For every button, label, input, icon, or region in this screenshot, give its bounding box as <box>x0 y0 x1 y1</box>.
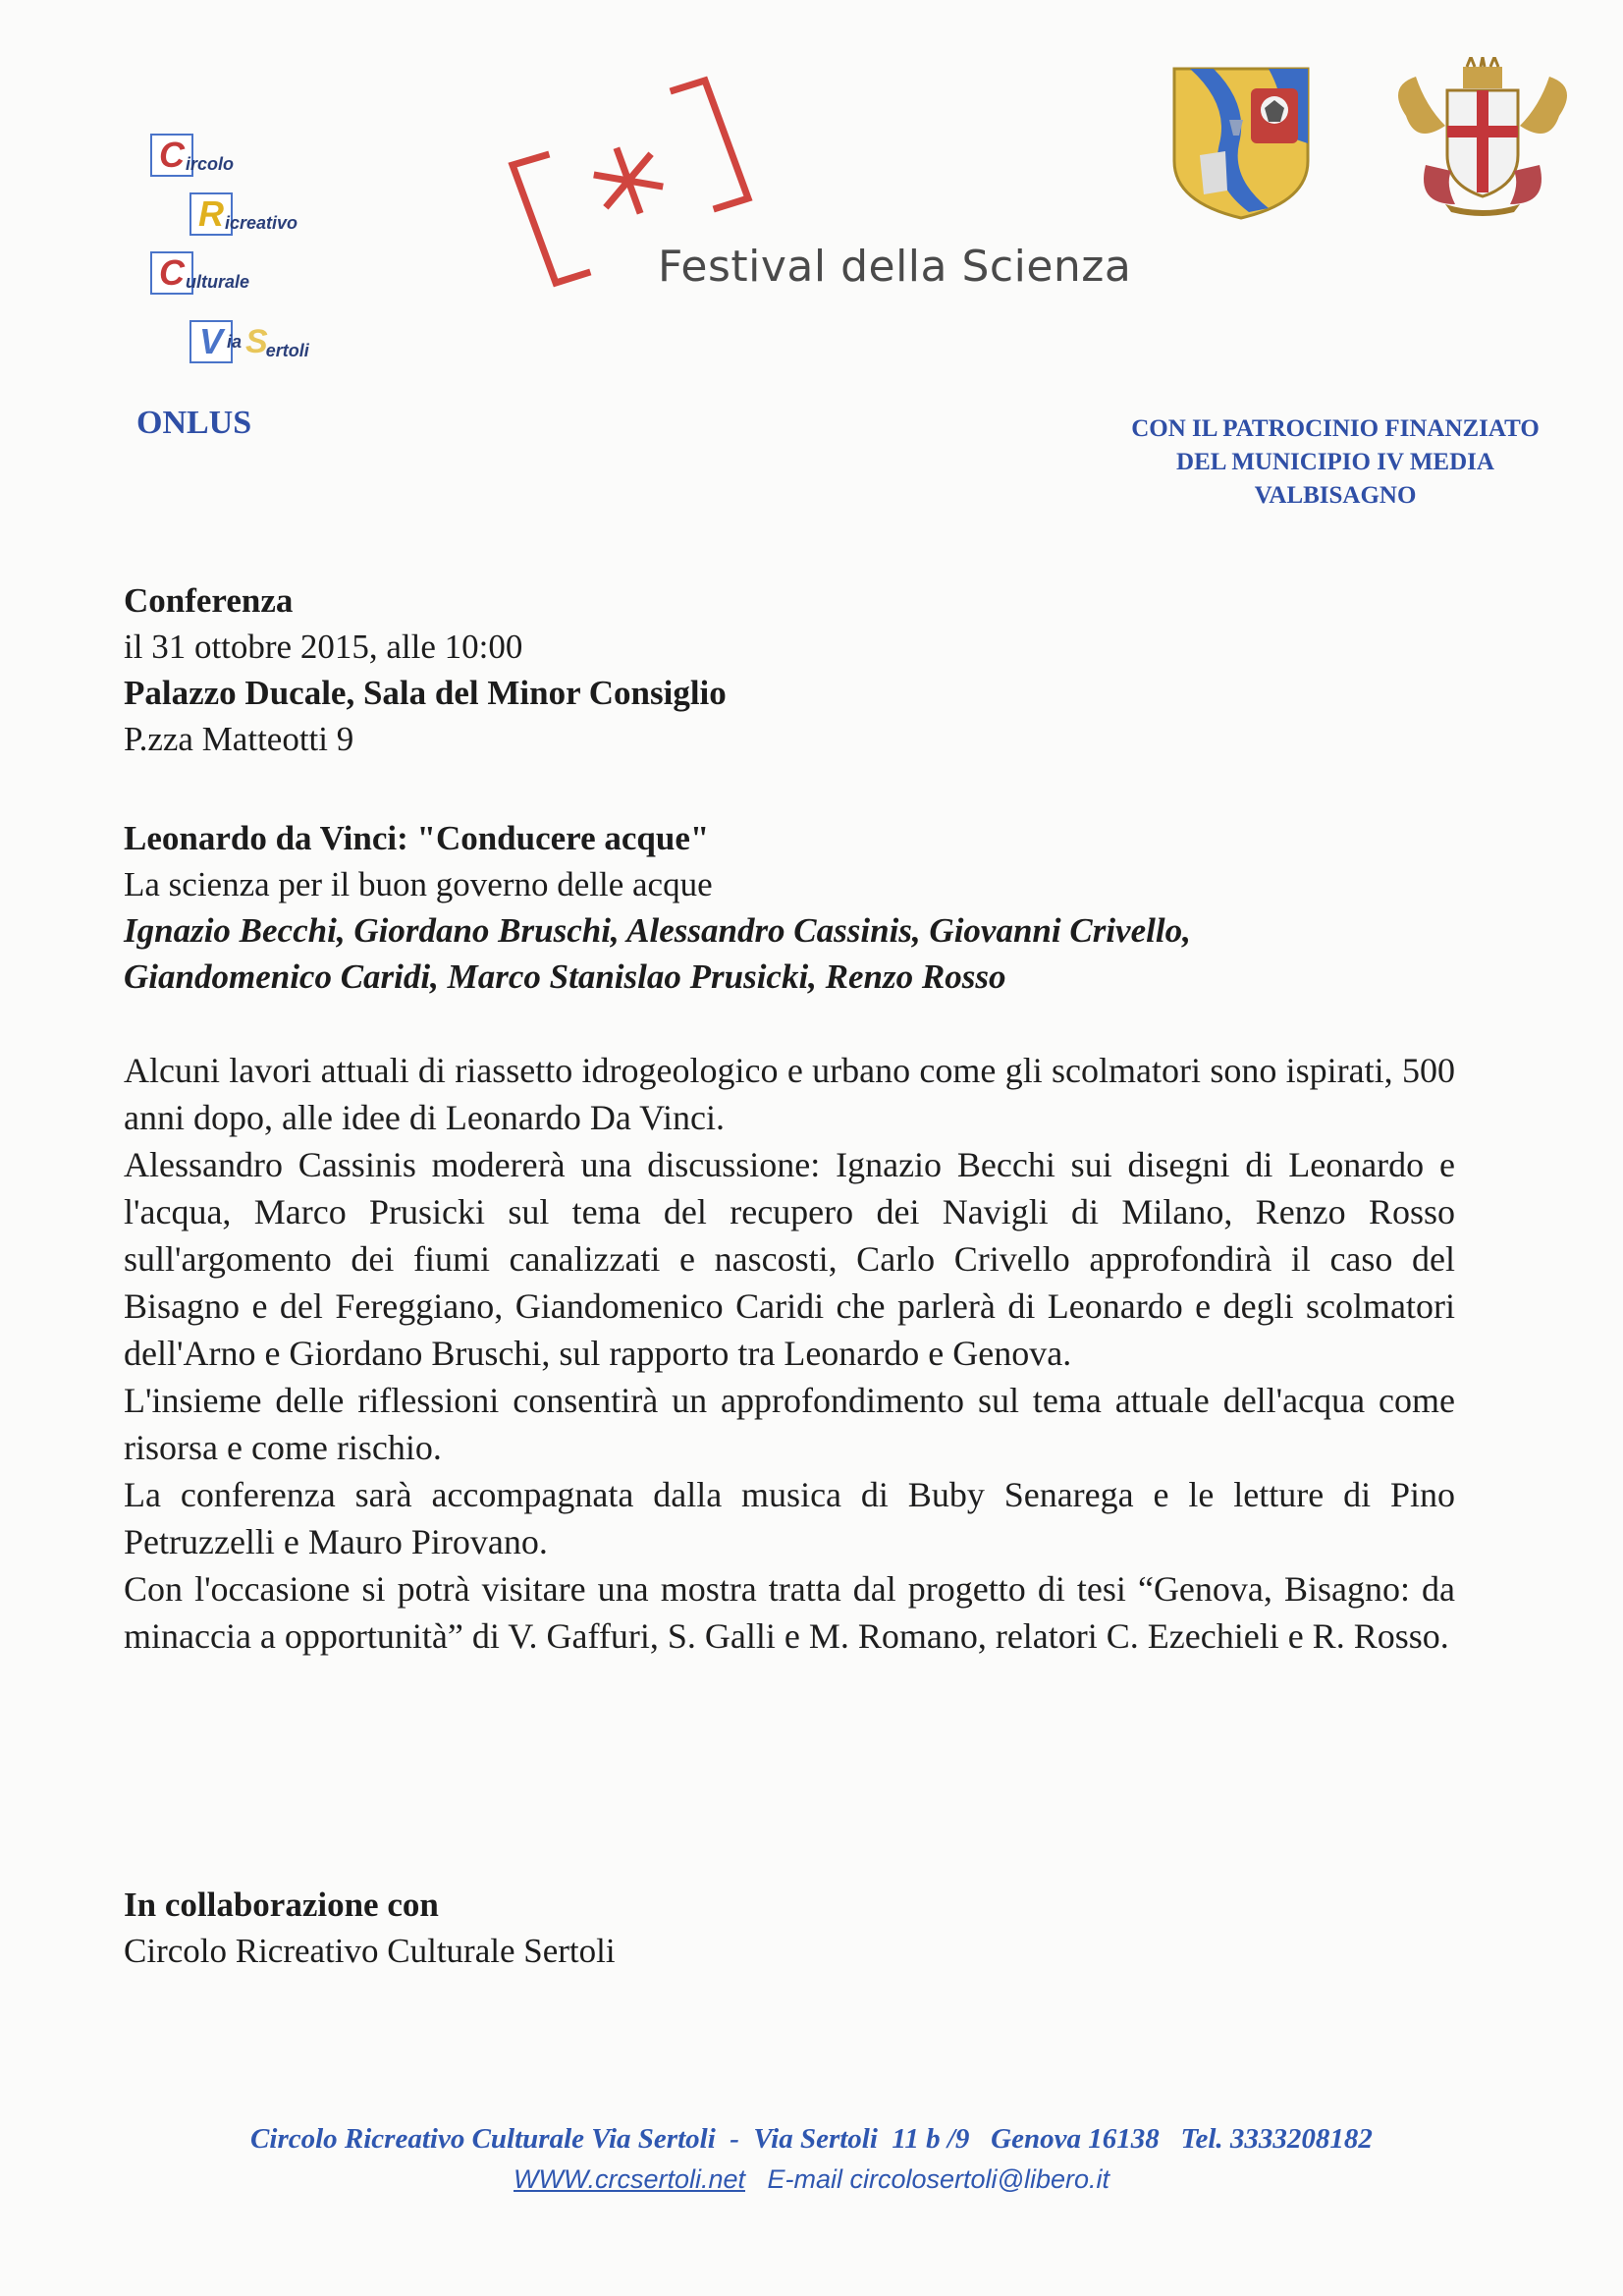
crc-logo-letter: R <box>189 192 233 236</box>
collaboration-heading: In collaborazione con <box>124 1886 439 1924</box>
crc-logo-word: ulturale <box>186 272 250 292</box>
event-details <box>124 577 727 762</box>
crc-logo-letter: C <box>150 251 193 295</box>
onlus-label: ONLUS <box>136 405 252 441</box>
talk-section <box>124 815 1191 1000</box>
event-datetime: il 31 ottobre 2015, alle 10:00 <box>124 628 523 666</box>
description-paragraph: Alcuni lavori attuali di riassetto idrogeologico e urbano come gli scolmatori sono ispirati, 500 anni dopo, alle idee di Leonardo Da Vinci. <box>124 1051 1455 1137</box>
crc-logo-letter: S <box>245 322 268 360</box>
crc-logo-letter: V <box>189 320 233 363</box>
event-address: P.zza Matteotti 9 <box>124 720 354 758</box>
description-paragraph: La conferenza sarà accompagnata dalla musica di Buby Senarega e le letture di Pino Petruzzelli e Mauro Pirovano. <box>124 1475 1455 1561</box>
event-type: Conferenza <box>124 581 294 620</box>
crc-logo-word: icreativo <box>225 213 298 233</box>
valbisagno-coat-of-arms-icon <box>1170 65 1312 222</box>
talk-speakers: Giandomenico Caridi, Marco Stanislao Prusicki, Renzo Rosso <box>124 957 1006 996</box>
patronage-line: CON IL PATROCINIO FINANZIATO <box>1131 415 1540 442</box>
crc-logo-row <box>189 192 298 236</box>
event-venue: Palazzo Ducale, Sala del Minor Consiglio <box>124 674 727 712</box>
collaboration <box>124 1882 616 1974</box>
crc-logo-row <box>189 320 309 363</box>
festival-title: Festival della Scienza <box>658 242 1132 292</box>
description-paragraph: L'insieme delle riflessioni consentirà un approfondimento sul tema attuale dell'acqua come risorsa e come rischio. <box>124 1381 1455 1467</box>
patronage-note <box>1100 412 1571 513</box>
collaboration-name: Circolo Ricreativo Culturale Sertoli <box>124 1932 616 1970</box>
talk-speakers: Ignazio Becchi, Giordano Bruschi, Alessandro Cassinis, Giovanni Crivello, <box>124 911 1191 950</box>
description <box>124 1047 1455 1660</box>
crc-logo-word: ircolo <box>186 154 235 174</box>
description-paragraph: Alessandro Cassinis modererà una discussione: Ignazio Becchi sui disegni di Leonardo e l'acqua, Marco Prusicki sul tema del recupero dei Navigli di Milano, Renzo Rosso sull'argomento dei fiumi canalizzati e nascosti, Carlo Crivello approfondirà il caso del Bisagno e del Fereggiano, Giandomenico Caridi che parlerà di Leonardo e degli scolmatori dell'Arno e Giordano Bruschi, sul rapporto tra Leonardo e Genova. <box>124 1145 1455 1373</box>
genova-coat-of-arms-icon <box>1386 57 1579 216</box>
crc-logo-letter: C <box>150 134 193 177</box>
crc-logo-word: ia <box>227 331 243 352</box>
crc-logo-row <box>150 134 234 177</box>
website-link[interactable]: WWW.crcsertoli.net <box>514 2164 745 2194</box>
patronage-line: VALBISAGNO <box>1254 482 1417 509</box>
crc-logo-row <box>150 251 249 295</box>
talk-subtitle: La scienza per il buon governo delle acque <box>124 865 713 903</box>
talk-title: Leonardo da Vinci: "Conducere acque" <box>124 819 710 857</box>
crc-logo-word: ertoli <box>265 341 309 360</box>
patronage-line: DEL MUNICIPIO IV MEDIA <box>1176 449 1494 475</box>
footer-address: Circolo Ricreativo Culturale Via Sertoli - Via Sertoli 11 b /9 Genova 16138 Tel. 3333208182 <box>250 2123 1373 2155</box>
footer-contacts <box>0 2164 1623 2195</box>
description-paragraph: Con l'occasione si potrà visitare una mostra tratta dal progetto di tesi “Genova, Bisagno: da minaccia a opportunità” di V. Gaffuri, S. Galli e M. Romano, relatori C. Ezechieli e R. Rosso. <box>124 1569 1455 1656</box>
email-text[interactable]: E-mail circolosertoli@libero.it <box>745 2164 1109 2194</box>
